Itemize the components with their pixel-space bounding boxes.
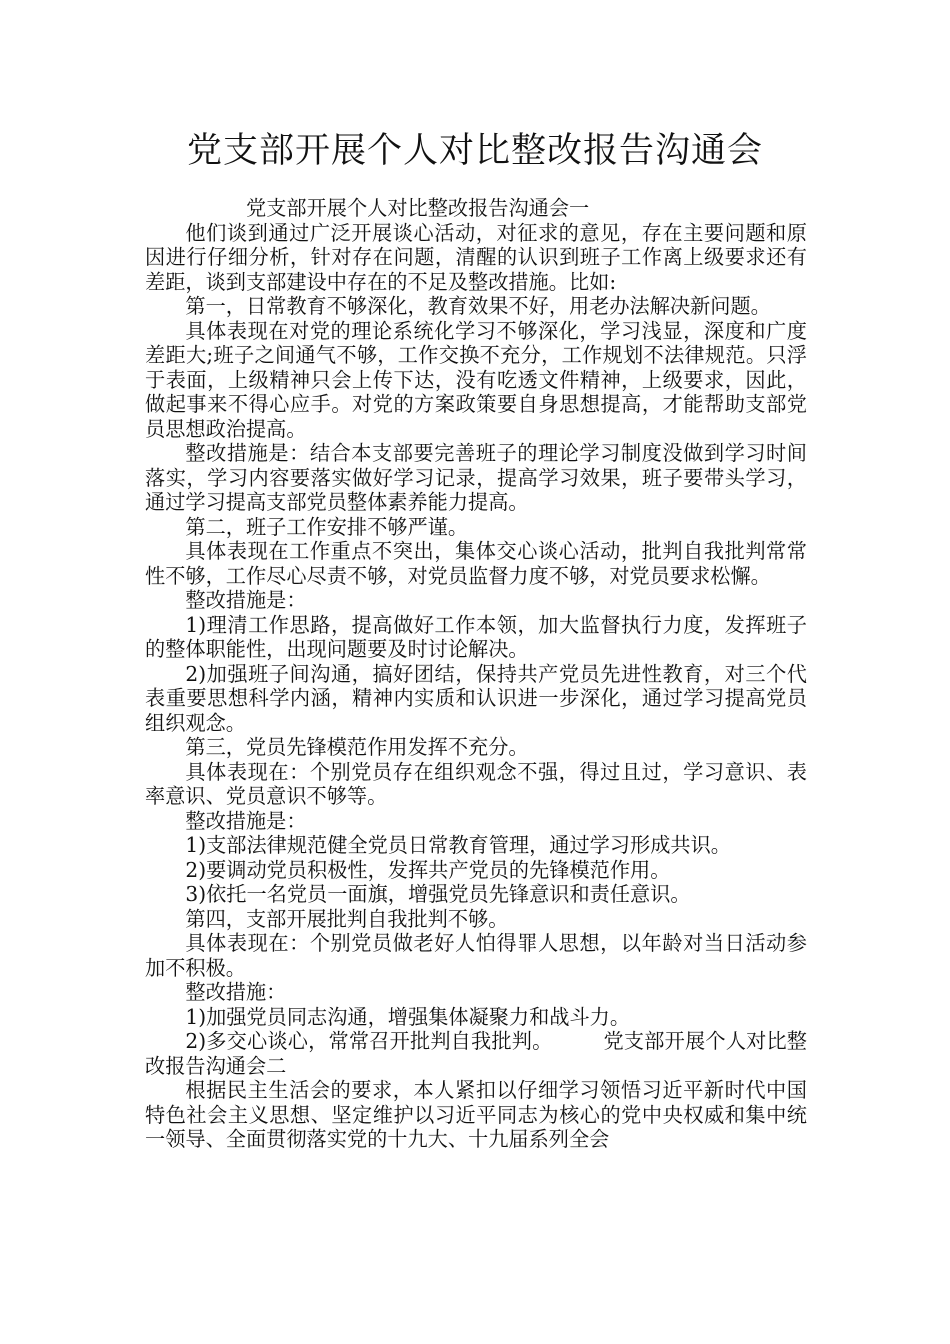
paragraph: 第二，班子工作安排不够严谨。 <box>185 514 469 539</box>
paragraph: 具体表现在：个别党员存在组织观念不强，得过且过，学习意识、表率意识、党员意识不够等。 <box>145 759 807 808</box>
paragraph: 根据民主生活会的要求，本人紧扣以仔细学习领悟习近平新时代中国特色社会主义思想、坚定维护以习近平同志为核心的党中央权威和集中统一领导、全面贯彻落实党的十九大、十九届系列全会 <box>145 1078 807 1151</box>
paragraph: 整改措施是：结合本支部要完善班子的理论学习制度没做到学习时间落实，学习内容要落实做好学习记录，提高学习效果，班子要带头学习，通过学习提高支部党员整体素养能力提高。 <box>145 441 807 514</box>
paragraph: 具体表现在：个别党员做老好人怕得罪人思想，以年龄对当日活动参加不积极。 <box>145 931 807 980</box>
paragraph: 第三，党员先锋模范作用发挥不充分。 <box>185 735 529 759</box>
paragraph: 2)多交心谈心，常常召开批判自我批判。 党支部开展个人对比整改报告沟通会二 <box>145 1029 807 1078</box>
paragraph: 整改措施是： <box>185 588 307 612</box>
document-body <box>145 196 807 1152</box>
section-subtitle: 党支部开展个人对比整改报告沟通会一 <box>246 196 590 220</box>
paragraph: 具体表现在工作重点不突出，集体交心谈心活动，批判自我批判常常性不够，工作尽心尽责不够，对党员监督力度不够，对党员要求松懈。 <box>145 539 807 588</box>
paragraph: 整改措施： <box>185 980 287 1004</box>
paragraph: 第一，日常教育不够深化，教育效果不好，用老办法解决新问题。 <box>185 294 771 318</box>
paragraph: 1)支部法律规范健全党员日常教育管理，通过学习形成共识。 <box>185 833 731 857</box>
document-title: 党支部开展个人对比整改报告沟通会 <box>186 131 763 171</box>
paragraph: 他们谈到通过广泛开展谈心活动，对征求的意见，存在主要问题和原因进行仔细分析，针对存在问题，清醒的认识到班子工作离上级要求还有差距，谈到支部建设中存在的不足及整改措施。比如: <box>145 220 807 294</box>
paragraph: 3)依托一名党员一面旗，增强党员先锋意识和责任意识。 <box>185 882 691 906</box>
paragraph: 整改措施是： <box>185 808 307 833</box>
paragraph: 1)加强党员同志沟通，增强集体凝聚力和战斗力。 <box>185 1004 631 1029</box>
paragraph: 具体表现在对党的理论系统化学习不够深化，学习浅显，深度和广度差距大;班子之间通气不够，工作交换不充分，工作规划不法律规范。只浮于表面，上级精神只会上传下达，没有吃透文件精神，上级要求，因此，做起事来不得心应手。对党的方案政策要自身思想提高，才能帮助支部党员思想政治提高。 <box>145 318 807 441</box>
paragraph: 2)要调动党员积极性，发挥共产党员的先锋模范作用。 <box>185 857 671 882</box>
paragraph: 第四，支部开展批判自我批判不够。 <box>185 906 509 931</box>
paragraph: 1)理清工作思路，提高做好工作本领，加大监督执行力度，发挥班子的整体职能性，出现问题要及时讨论解决。 <box>145 612 807 661</box>
paragraph: 2)加强班子间沟通，搞好团结，保持共产党员先进性教育，对三个代表重要思想科学内涵，精神内实质和认识进一步深化，通过学习提高党员组织观念。 <box>145 661 807 735</box>
